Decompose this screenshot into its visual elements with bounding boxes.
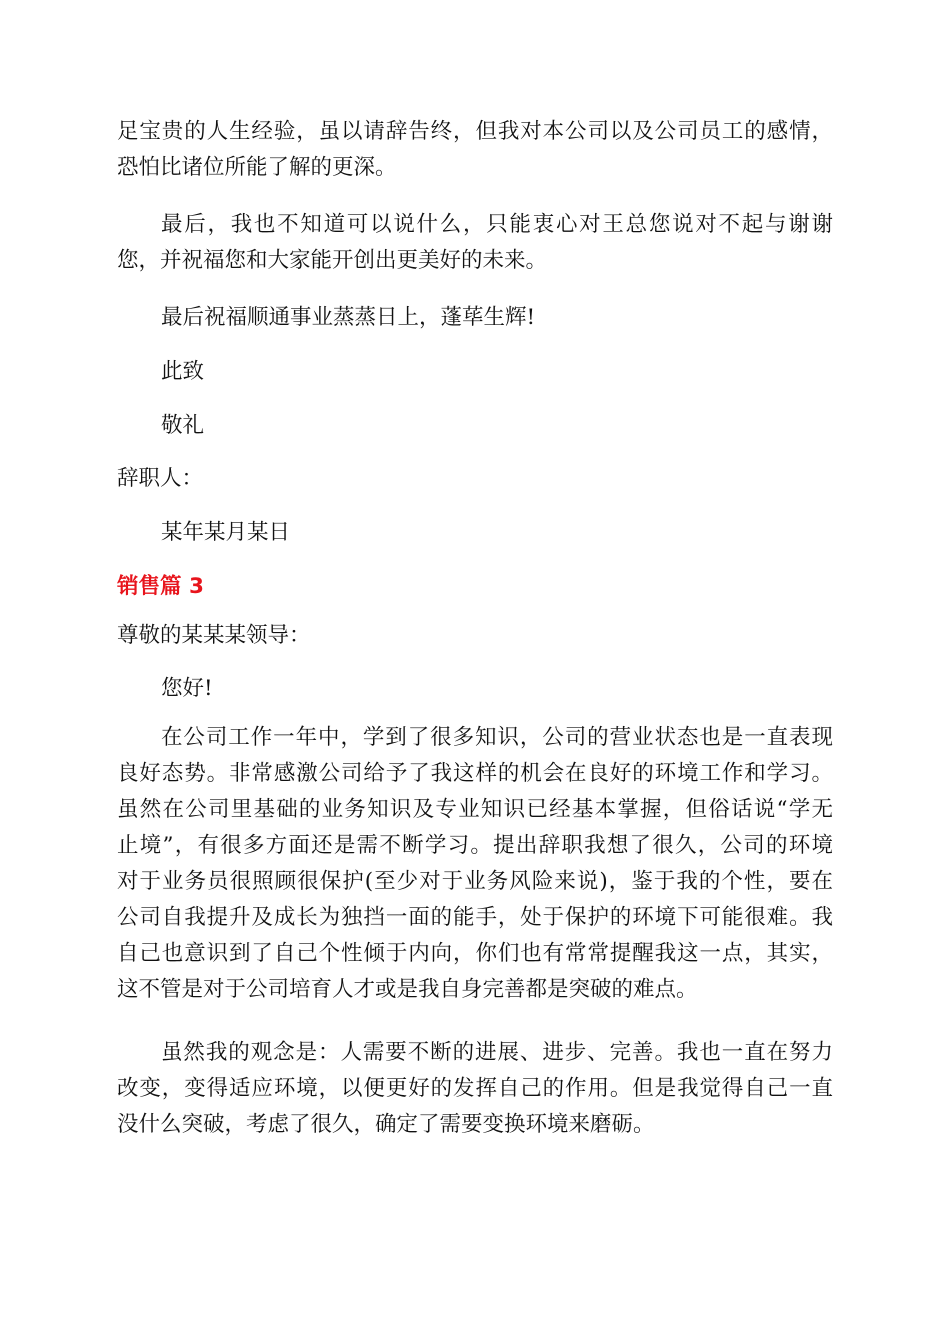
text-line: 良好态势。非常感激公司给予了我这样的机会在良好的环境工作和学习。 <box>117 761 833 786</box>
paragraph-work-experience <box>117 720 833 1008</box>
salutation: 尊敬的某某某领导： <box>117 623 311 648</box>
closing-jingli: 敬礼 <box>161 413 205 438</box>
greeting: 您好! <box>161 676 213 701</box>
text-line: 改变，变得适应环境，以便更好的发挥自己的作用。但是我觉得自己一直 <box>117 1076 833 1101</box>
paragraph-closing-sentiment <box>117 114 833 186</box>
text-line: 没什么突破，考虑了很久，确定了需要变换环境来磨砺。 <box>117 1112 655 1137</box>
text-line: 您，并祝福您和大家能开创出更美好的未来。 <box>117 248 548 273</box>
blessing-line: 最后祝福顺通事业蒸蒸日上，蓬荜生辉! <box>161 305 536 330</box>
text-line: 虽然在公司里基础的业务知识及专业知识已经基本掌握，但俗话说“学无 <box>117 797 833 822</box>
text-line: 自己也意识到了自己个性倾于内向，你们也有常常提醒我这一点，其实， <box>117 941 833 966</box>
text-line: 在公司工作一年中，学到了很多知识，公司的营业状态也是一直表现 <box>161 725 833 750</box>
date-line: 某年某月某日 <box>161 520 291 545</box>
text-line: 这不管是对于公司培育人才或是我自身完善都是突破的难点。 <box>117 977 698 1002</box>
resigner-label: 辞职人： <box>117 466 204 491</box>
text-line: 公司自我提升及成长为独挡一面的能手，处于保护的环境下可能很难。我 <box>117 905 833 930</box>
text-line: 对于业务员很照顾很保护(至少对于业务风险来说)，鉴于我的个性，要在 <box>117 869 833 894</box>
text-line: 虽然我的观念是：人需要不断的进展、进步、完善。我也一直在努力 <box>161 1040 833 1065</box>
text-line: 最后，我也不知道可以说什么，只能衷心对王总您说对不起与谢谢 <box>161 212 833 237</box>
text-line: 止境”，有很多方面还是需不断学习。提出辞职我想了很久，公司的环境 <box>117 833 833 858</box>
paragraph-apology <box>117 207 833 279</box>
text-line: 足宝贵的人生经验，虽以请辞告终，但我对本公司以及公司员工的感情， <box>117 119 833 144</box>
section-heading: 销售篇 3 <box>117 574 204 599</box>
paragraph-reason <box>117 1035 833 1143</box>
closing-cizhi: 此致 <box>161 359 205 384</box>
text-line: 恐怕比诸位所能了解的更深。 <box>117 155 397 180</box>
